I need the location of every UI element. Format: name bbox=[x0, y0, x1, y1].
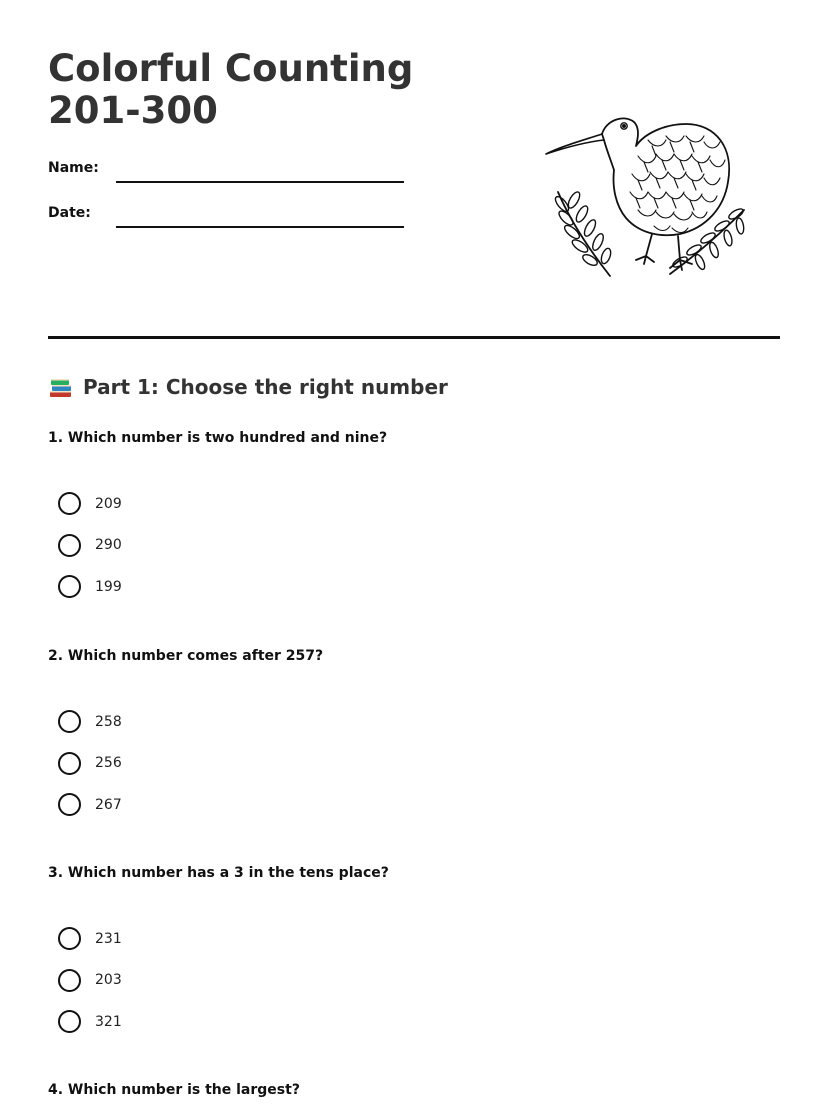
answer-option[interactable] bbox=[58, 525, 122, 567]
answer-option[interactable] bbox=[58, 784, 122, 826]
question-text: 2. Which number comes after 257? bbox=[48, 648, 324, 664]
radio-button[interactable] bbox=[58, 575, 81, 598]
date-write-line[interactable] bbox=[116, 226, 404, 228]
worksheet-title: Colorful Counting 201-300 bbox=[48, 47, 414, 132]
part1-heading bbox=[48, 374, 448, 400]
name-write-line[interactable] bbox=[116, 181, 404, 183]
option-label: 199 bbox=[95, 578, 122, 595]
question-3 bbox=[48, 864, 788, 1030]
question-text: 1. Which number is two hundred and nine? bbox=[48, 430, 388, 446]
answer-option[interactable] bbox=[58, 918, 122, 960]
option-label: 231 bbox=[95, 930, 122, 947]
radio-button[interactable] bbox=[58, 793, 81, 816]
part1-heading-text: Part 1: Choose the right number bbox=[83, 375, 448, 399]
question-1 bbox=[48, 429, 788, 595]
question-text: 4. Which number is the largest? bbox=[48, 1082, 300, 1098]
header-divider bbox=[48, 336, 780, 339]
name-label: Name: bbox=[48, 160, 99, 176]
answer-option[interactable] bbox=[58, 743, 122, 785]
question-text: 3. Which number has a 3 in the tens place? bbox=[48, 865, 389, 881]
answer-option[interactable] bbox=[58, 566, 122, 608]
date-field bbox=[48, 205, 408, 235]
question-2 bbox=[48, 647, 788, 813]
date-label: Date: bbox=[48, 205, 91, 221]
option-label: 209 bbox=[95, 495, 122, 512]
answer-option[interactable] bbox=[58, 1001, 122, 1043]
left-fern-icon bbox=[553, 190, 612, 276]
answer-options bbox=[58, 483, 122, 608]
radio-button[interactable] bbox=[58, 752, 81, 775]
option-label: 267 bbox=[95, 796, 122, 813]
answer-options bbox=[58, 918, 122, 1043]
answer-options bbox=[58, 701, 122, 826]
radio-button[interactable] bbox=[58, 492, 81, 515]
option-label: 203 bbox=[95, 972, 122, 989]
option-label: 258 bbox=[95, 713, 122, 730]
books-icon bbox=[48, 374, 74, 400]
answer-option[interactable] bbox=[58, 701, 122, 743]
question-4 bbox=[48, 1081, 788, 1099]
radio-button[interactable] bbox=[58, 710, 81, 733]
option-label: 290 bbox=[95, 537, 122, 554]
answer-option[interactable] bbox=[58, 483, 122, 525]
option-label: 321 bbox=[95, 1013, 122, 1030]
option-label: 256 bbox=[95, 755, 122, 772]
kiwi-bird-with-fern-icon bbox=[540, 110, 750, 282]
radio-button[interactable] bbox=[58, 1010, 81, 1033]
answer-option[interactable] bbox=[58, 960, 122, 1002]
radio-button[interactable] bbox=[58, 927, 81, 950]
radio-button[interactable] bbox=[58, 969, 81, 992]
radio-button[interactable] bbox=[58, 534, 81, 557]
name-field bbox=[48, 160, 408, 190]
